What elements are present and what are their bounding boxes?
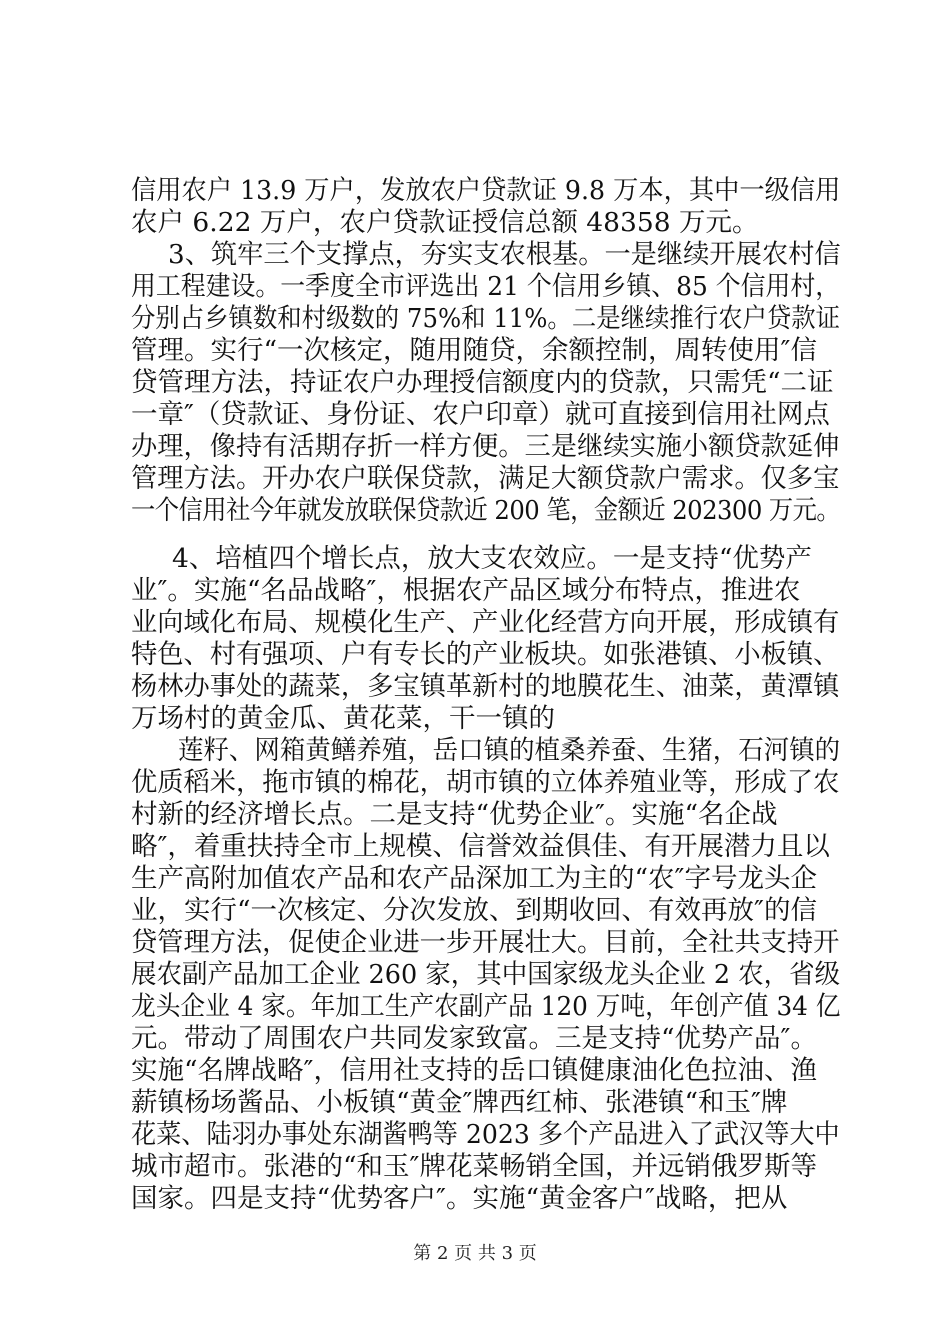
text-line: 略″，着重扶持全市上规模、信誉效益俱佳、有开展潜力且以 (131, 831, 830, 862)
text-line: 花菜、陆羽办事处东湖酱鸭等 2023 多个产品进入了武汉等大中 (131, 1119, 840, 1150)
text-line: 用工程建设。一季度全市评选出 21 个信用乡镇、85 个信用村， (131, 271, 841, 302)
text-line: 莲籽、网箱黄鳝养殖，岳口镇的植桑养蚕、生猪，石河镇的 (178, 735, 841, 766)
text-line: 管理方法。开办农户联保贷款，满足大额贷款户需求。仅多宝 (131, 463, 840, 494)
text-line: 村新的经济增长点。二是支持“优势企业″。实施“名企战 (131, 799, 778, 830)
text-line: 万场村的黄金瓜、黄花菜，干一镇的 (131, 703, 555, 734)
text-line: 分别占乡镇数和村级数的 75%和 11%。二是继续推行农户贷款证 (131, 303, 841, 334)
text-line: 薪镇杨场酱品、小板镇“黄金″牌西红柿、张港镇“和玉″牌 (131, 1087, 788, 1118)
text-line: 3、筑牢三个支撑点，夯实支农根基。一是继续开展农村信 (168, 239, 841, 270)
text-line: 一章″（贷款证、身份证、农户印章）就可直接到信用社网点 (131, 399, 830, 430)
text-line: 业″。实施“名品战略″，根据农产品区域分布特点，推进农 (131, 575, 801, 606)
text-line: 实施“名牌战略″，信用社支持的岳口镇健康油化色拉油、渔 (131, 1055, 817, 1086)
text-line: 管理。实行“一次核定，随用随贷，余额控制，周转使用″信 (131, 335, 817, 366)
text-line: 办理，像持有活期存折一样方便。三是继续实施小额贷款延伸 (131, 431, 840, 462)
text-line: 贷管理方法，促使企业进一步开展壮大。目前，全社共支持开 (131, 927, 840, 958)
text-line: 杨林办事处的蔬菜，多宝镇革新村的地膜花生、油菜，黄潭镇 (131, 671, 840, 702)
text-line: 城市超市。张港的“和玉″牌花菜畅销全国，并远销俄罗斯等 (131, 1151, 817, 1182)
text-line: 生产高附加值农产品和农产品深加工为主的“农″字号龙头企 (131, 863, 817, 894)
text-line: 业，实行“一次核定、分次发放、到期收回、有效再放″的信 (131, 895, 817, 926)
text-line: 国家。四是支持“优势客户″。实施“黄金客户″战略，把从 (131, 1183, 788, 1214)
page-footer: 第 2 页 共 3 页 (413, 1243, 537, 1264)
text-line: 元。带动了周围农户共同发家致富。三是支持“优势产品″。 (131, 1023, 817, 1054)
text-line: 农户 6.22 万户，农户贷款证授信总额 48358 万元。 (131, 207, 759, 238)
text-line: 展农副产品加工企业 260 家，其中国家级龙头企业 2 农，省级 (131, 959, 841, 990)
text-line: 特色、村有强项、户有专长的产业板块。如张港镇、小板镇、 (131, 639, 840, 670)
text-line: 龙头企业 4 家。年加工生产农副产品 120 万吨，年创产值 34 亿 (131, 991, 841, 1022)
text-line: 业向域化布局、规模化生产、产业化经营方向开展，形成镇有 (131, 607, 840, 638)
text-line: 4、培植四个增长点，放大支农效应。一是支持“优势产 (172, 543, 812, 574)
text-line: 信用农户 13.9 万户，发放农户贷款证 9.8 万本，其中一级信用 (131, 175, 841, 206)
text-line: 优质稻米，拖市镇的棉花，胡市镇的立体养殖业等，形成了农 (131, 767, 840, 798)
text-line: 贷管理方法，持证农户办理授信额度内的贷款，只需凭“二证 (131, 367, 834, 398)
text-line: 一个信用社今年就发放联保贷款近 200 笔，金额近 202300 万元。 (131, 495, 841, 526)
